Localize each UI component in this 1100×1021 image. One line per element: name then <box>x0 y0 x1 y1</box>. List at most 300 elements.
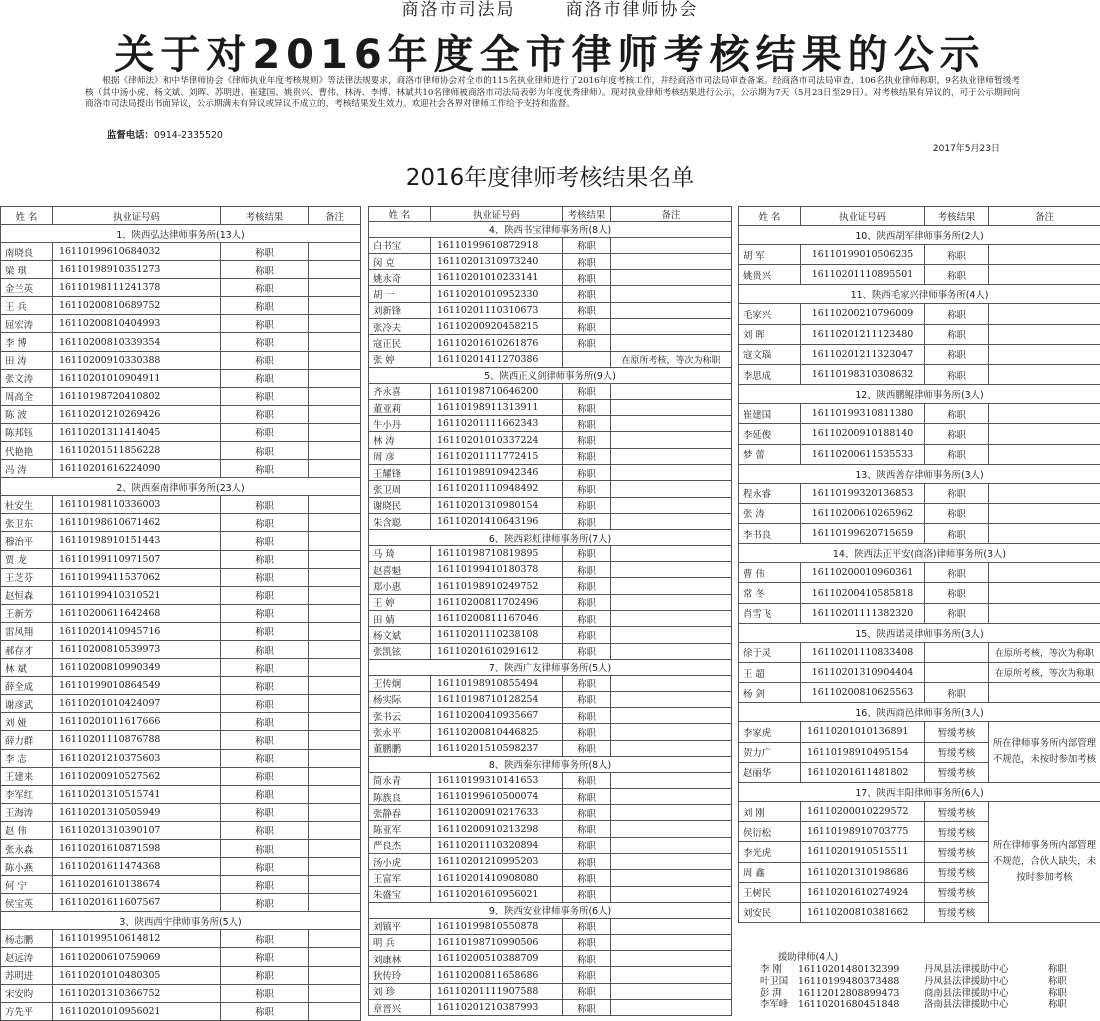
assessment-result: 称职 <box>221 550 309 568</box>
license-number: 16110201511856228 <box>53 442 221 460</box>
aid-result: 称职 <box>1048 988 1067 1000</box>
note-cell <box>309 532 361 550</box>
license-number: 16110201310515741 <box>53 785 221 803</box>
assessment-result: 称职 <box>563 643 611 659</box>
license-number: 16110200920458215 <box>431 319 563 335</box>
col-header-license: 执业证号码 <box>801 207 925 226</box>
lawyer-name: 崔建国 <box>739 404 801 424</box>
assessment-result: 称职 <box>221 405 309 423</box>
assessment-result <box>925 642 989 662</box>
firm-section-header <box>739 782 1100 801</box>
license-number: 16110201611474368 <box>53 858 221 876</box>
lawyer-name: 简永青 <box>369 772 431 788</box>
license-number: 16110200810446825 <box>431 724 563 740</box>
table-row <box>369 416 732 432</box>
note-cell <box>611 416 732 432</box>
note-cell <box>309 749 361 767</box>
assessment-result: 称职 <box>563 399 611 415</box>
license-number: 16110201010480305 <box>53 966 221 984</box>
note-cell <box>309 695 361 713</box>
table-row <box>1 984 361 1002</box>
col-header-name: 姓 名 <box>1 207 53 225</box>
lawyer-name: 薛力群 <box>1 731 53 749</box>
note-cell <box>611 724 732 740</box>
table-row <box>1 568 361 586</box>
note-cell <box>611 253 732 269</box>
note-cell <box>309 713 361 731</box>
lawyer-name: 谢晓民 <box>369 497 431 513</box>
license-number: 16110200810689752 <box>53 297 221 315</box>
note-cell <box>309 894 361 912</box>
table-row <box>1 821 361 839</box>
publisher-header <box>0 0 1100 20</box>
license-number: 16110199320136853 <box>801 483 925 503</box>
note-cell <box>309 369 361 387</box>
assessment-result: 称职 <box>221 894 309 912</box>
firm-name: 6、陕西彩虹律师事务所(7人) <box>369 530 732 546</box>
license-number: 16110201410908080 <box>431 870 563 886</box>
lawyer-name: 方先平 <box>1 1002 53 1020</box>
note-cell <box>989 304 1100 324</box>
note-cell <box>309 405 361 423</box>
license-number: 16110198910495154 <box>801 742 925 762</box>
lawyer-name: 牛小丹 <box>369 416 431 432</box>
lawyer-name: 朱盛宝 <box>369 886 431 902</box>
assessment-result: 称职 <box>221 803 309 821</box>
lawyer-name: 刘 晖 <box>739 324 801 344</box>
firm-name: 16、陕西商邑律师事务所(3人) <box>739 703 1100 722</box>
table-row <box>369 1000 732 1016</box>
note-cell <box>989 603 1100 623</box>
assessment-result: 暂缓考核 <box>925 762 989 782</box>
table-row <box>1 243 361 261</box>
lawyer-name: 王 超 <box>739 663 801 683</box>
lawyer-name: 李书良 <box>739 524 801 544</box>
license-number: 16110199610500074 <box>431 788 563 804</box>
license-number: 16110200410935667 <box>431 708 563 724</box>
org-lawyers-association: 商洛市律师协会 <box>566 0 699 20</box>
note-cell <box>611 562 732 578</box>
legal-aid-row <box>760 988 1100 1000</box>
note-cell <box>309 876 361 894</box>
firm-section-header <box>1 225 361 243</box>
note-cell <box>611 675 732 691</box>
assessment-result: 称职 <box>563 724 611 740</box>
col-header-result: 考核结果 <box>221 207 309 225</box>
lawyer-name: 金兰英 <box>1 279 53 297</box>
intro-paragraph: 根据《律师法》和中华律师协会《律师执业年度考核规则》等法律法规要求，商洛市律师协会对全市的115名执业律师进行了2016年度考核工作，并经商洛市司法局审查备案。经商洛市司法局审查，106名执业律师称职，9名执业律师暂缓考核（其中汤小虎、杨文斌、刘晖、苏明进、崔建国、姚贵兴、曹伟、林涛、李博、林斌共10名律师被商洛市司法局表彰为年度优秀律师）。现对执业律师考核结果进行公示，公示期为7天（5月23日至29日）。对考核结果有异议的，可于公示期间向商洛市司法局提出书面异议，公示期满未有异议或异议不成立的，考核结果发生效力。欢迎社会各界对律师工作给予支持和监督。 <box>85 76 1020 111</box>
assessment-result: 称职 <box>563 854 611 870</box>
lawyer-name: 周高全 <box>1 387 53 405</box>
table-row <box>1 405 361 423</box>
lawyer-name: 李思成 <box>739 364 801 384</box>
license-number: 16110201010424097 <box>53 695 221 713</box>
table-row <box>1 785 361 803</box>
lawyer-name: 张永森 <box>1 840 53 858</box>
license-number: 16110201311414045 <box>53 423 221 441</box>
license-number: 16110201610261876 <box>431 335 563 351</box>
note-cell <box>309 604 361 622</box>
table-row <box>1 894 361 912</box>
note-cell <box>309 984 361 1002</box>
lawyer-name: 狄传玲 <box>369 967 431 983</box>
note-cell <box>989 483 1100 503</box>
table-row <box>1 279 361 297</box>
note-cell <box>611 805 732 821</box>
col-header-license: 执业证号码 <box>431 207 563 222</box>
assessment-result: 称职 <box>925 364 989 384</box>
assessment-result: 称职 <box>221 659 309 677</box>
assessment-result: 称职 <box>925 424 989 444</box>
note-cell <box>611 545 732 561</box>
col-header-note: 备注 <box>309 207 361 225</box>
table-row <box>369 708 732 724</box>
results-column-1 <box>0 206 360 1021</box>
table-row <box>369 253 732 269</box>
lawyer-name: 李 博 <box>1 333 53 351</box>
note-cell <box>309 677 361 695</box>
table-row <box>1 442 361 460</box>
license-number: 16110201610956021 <box>431 886 563 902</box>
note-cell <box>309 297 361 315</box>
lawyer-name: 程永睿 <box>739 483 801 503</box>
table-row <box>1 966 361 984</box>
legal-aid-row <box>760 999 1100 1011</box>
assessment-result: 称职 <box>221 279 309 297</box>
aid-center: 洛南县法律援助中心 <box>924 999 1048 1011</box>
license-number: 16110201210995203 <box>431 854 563 870</box>
assessment-result: 称职 <box>563 270 611 286</box>
assessment-result: 称职 <box>563 983 611 999</box>
table-row <box>369 724 732 740</box>
table-row <box>369 448 732 464</box>
license-number: 16110198910703775 <box>801 822 925 842</box>
lawyer-name: 董亚莉 <box>369 399 431 415</box>
col-header-note: 备注 <box>989 207 1100 226</box>
assessment-result: 称职 <box>563 934 611 950</box>
license-number: 16110201010337224 <box>431 432 563 448</box>
table-row <box>1 586 361 604</box>
lawyer-name: 张静春 <box>369 805 431 821</box>
firm-section-header <box>369 902 732 918</box>
aid-result: 称职 <box>1048 976 1067 988</box>
license-number: 16110198710990506 <box>431 934 563 950</box>
firm-section-header <box>1 478 361 496</box>
firm-name: 8、陕西秦东律师事务所(8人) <box>369 756 732 772</box>
table-row <box>739 683 1100 703</box>
assessment-result: 称职 <box>563 918 611 934</box>
table-row <box>1 604 361 622</box>
table-row <box>739 245 1100 265</box>
lawyer-name: 王富军 <box>369 870 431 886</box>
license-number: 16110199610684032 <box>53 243 221 261</box>
lawyer-name: 徐于灵 <box>739 642 801 662</box>
assessment-result: 称职 <box>563 286 611 302</box>
license-number: 16110199310141653 <box>431 772 563 788</box>
lawyer-name: 代艳艳 <box>1 442 53 460</box>
assessment-result: 暂缓考核 <box>925 722 989 742</box>
assessment-result: 称职 <box>563 788 611 804</box>
lawyer-name: 寇文瑙 <box>739 344 801 364</box>
assessment-result: 称职 <box>925 603 989 623</box>
note-cell <box>611 302 732 318</box>
lawyer-name: 梦 蕾 <box>739 444 801 464</box>
assessment-result: 称职 <box>925 503 989 523</box>
assessment-result: 称职 <box>563 967 611 983</box>
license-number: 16110201010956021 <box>53 1002 221 1020</box>
page-title: 关于对2016年度全市律师考核结果的公示 <box>0 30 1100 80</box>
license-number: 16110198111241378 <box>53 279 221 297</box>
license-number: 16110201211323047 <box>801 344 925 364</box>
assessment-result: 称职 <box>563 708 611 724</box>
note-cell <box>611 578 732 594</box>
license-number: 16110201010136891 <box>801 722 925 742</box>
table-row <box>1 803 361 821</box>
lawyer-name: 周 鑫 <box>739 862 801 882</box>
assessment-result: 称职 <box>221 532 309 550</box>
assessment-result: 暂缓考核 <box>925 742 989 762</box>
table-row <box>739 503 1100 523</box>
note-cell <box>611 432 732 448</box>
table-row <box>1 695 361 713</box>
publish-date: 2017年5月23日 <box>870 141 1000 154</box>
firm-name: 11、陕西毛家兴律师事务所(4人) <box>739 285 1100 304</box>
license-number: 16110201411270386 <box>431 351 563 367</box>
phone-number: 0914-2335520 <box>154 130 223 141</box>
note-cell <box>989 563 1100 583</box>
assessment-result: 称职 <box>221 622 309 640</box>
note-cell <box>309 387 361 405</box>
note-cell <box>611 870 732 886</box>
note-cell <box>309 622 361 640</box>
assessment-result: 称职 <box>925 265 989 285</box>
license-number: 16110201110833408 <box>801 642 925 662</box>
note-cell <box>309 333 361 351</box>
note-cell <box>611 481 732 497</box>
assessment-result: 称职 <box>563 611 611 627</box>
lawyer-name: 赵丽华 <box>739 762 801 782</box>
firm-section-header <box>369 659 732 675</box>
aid-center: 丹凤县法律援助中心 <box>924 976 1048 988</box>
lawyer-name: 张 涛 <box>739 503 801 523</box>
assessment-result: 称职 <box>563 772 611 788</box>
lawyer-name: 侯宝英 <box>1 894 53 912</box>
table-row <box>739 483 1100 503</box>
assessment-result <box>925 663 989 683</box>
note-cell <box>989 245 1100 265</box>
results-table-3 <box>738 206 1100 923</box>
note-cell <box>611 1000 732 1016</box>
lawyer-name: 王芝芬 <box>1 568 53 586</box>
table-row <box>739 642 1100 662</box>
note-cell <box>309 423 361 441</box>
firm-section-header <box>739 385 1100 404</box>
license-number: 16110201611481802 <box>801 762 925 782</box>
results-column-3 <box>738 206 1100 923</box>
lawyer-name: 林 斌 <box>1 659 53 677</box>
license-number: 16110201010904911 <box>53 369 221 387</box>
aid-center: 商南县法律援助中心 <box>924 988 1048 1000</box>
lawyer-name: 谢彦武 <box>1 695 53 713</box>
assessment-result: 称职 <box>221 369 309 387</box>
assessment-result: 称职 <box>563 578 611 594</box>
note-cell <box>989 503 1100 523</box>
note-cell <box>309 496 361 514</box>
suspension-note: 所在律师事务所内部管理不规范，未按时参加考核 <box>989 722 1100 783</box>
table-row <box>1 514 361 532</box>
firm-section-header <box>739 226 1100 245</box>
assessment-result: 暂缓考核 <box>925 822 989 842</box>
assessment-result: 称职 <box>221 767 309 785</box>
table-row <box>369 740 732 756</box>
license-number: 16110199411537062 <box>53 568 221 586</box>
lawyer-name: 田 涛 <box>1 351 53 369</box>
license-number: 16110201310198686 <box>801 862 925 882</box>
lawyer-name: 刘新锋 <box>369 302 431 318</box>
lawyer-name: 张卫东 <box>1 514 53 532</box>
lawyer-name: 常 冬 <box>739 583 801 603</box>
lawyer-name: 张书云 <box>369 708 431 724</box>
license-number: 16110200810381662 <box>801 902 925 922</box>
table-row <box>739 722 1100 742</box>
assessment-result: 称职 <box>221 930 309 948</box>
firm-name: 7、陕西广友律师事务所(5人) <box>369 659 732 675</box>
license-number: 16110198910351273 <box>53 261 221 279</box>
note-cell <box>611 497 732 513</box>
assessment-result: 称职 <box>221 966 309 984</box>
assessment-result: 称职 <box>563 837 611 853</box>
assessment-result: 称职 <box>563 951 611 967</box>
table-row <box>1 550 361 568</box>
table-row <box>369 237 732 253</box>
license-number: 16110201111662343 <box>431 416 563 432</box>
assessment-result: 称职 <box>563 805 611 821</box>
results-table-2 <box>368 206 732 1016</box>
lawyer-name: 冯 涛 <box>1 460 53 478</box>
license-number: 16110200910330388 <box>53 351 221 369</box>
aid-license-number: 16110201680451848 <box>798 999 924 1011</box>
lawyer-name: 王耀锋 <box>369 465 431 481</box>
lawyer-name: 赵远涛 <box>1 948 53 966</box>
note-cell <box>611 627 732 643</box>
assessment-result: 称职 <box>221 948 309 966</box>
aid-lawyer-name: 李军峰 <box>760 999 798 1011</box>
assessment-result: 称职 <box>221 840 309 858</box>
license-number: 16110199010864549 <box>53 677 221 695</box>
table-row <box>1 930 361 948</box>
table-row <box>369 918 732 934</box>
lawyer-name: 王传炯 <box>369 675 431 691</box>
aid-lawyer-name: 彭 湃 <box>760 988 798 1000</box>
org-justice-bureau: 商洛市司法局 <box>402 0 516 20</box>
lawyer-name: 肖雪飞 <box>739 603 801 623</box>
note-cell <box>309 803 361 821</box>
note-cell <box>989 524 1100 544</box>
results-column-2 <box>368 206 731 1016</box>
table-row <box>369 465 732 481</box>
assessment-result: 称职 <box>925 324 989 344</box>
lawyer-name: 李军红 <box>1 785 53 803</box>
assessment-result: 称职 <box>925 583 989 603</box>
aid-result: 称职 <box>1048 999 1067 1011</box>
assessment-result: 称职 <box>925 524 989 544</box>
note-cell <box>989 444 1100 464</box>
assessment-result: 称职 <box>221 876 309 894</box>
lawyer-name: 张凯铉 <box>369 643 431 659</box>
license-number: 16110201110876788 <box>53 731 221 749</box>
lawyer-name: 田 婧 <box>369 611 431 627</box>
table-row <box>369 578 732 594</box>
note-cell <box>989 583 1100 603</box>
lawyer-name: 杜安生 <box>1 496 53 514</box>
table-row <box>369 772 732 788</box>
table-row <box>369 934 732 950</box>
assessment-result: 称职 <box>221 731 309 749</box>
lawyer-name: 李 志 <box>1 749 53 767</box>
firm-name: 2、陕西秦南律师事务所(23人) <box>1 478 361 496</box>
lawyer-name: 明 兵 <box>369 934 431 950</box>
assessment-result: 称职 <box>563 886 611 902</box>
table-row <box>369 821 732 837</box>
table-row <box>1 713 361 731</box>
license-number: 16110201110948492 <box>431 481 563 497</box>
note-cell <box>611 513 732 529</box>
license-number: 16110198720410802 <box>53 387 221 405</box>
lawyer-name: 赵 伟 <box>1 821 53 839</box>
lawyer-name: 王树民 <box>739 882 801 902</box>
license-number: 16110201110895501 <box>801 265 925 285</box>
license-number: 16110198710128254 <box>431 691 563 707</box>
lawyer-name: 杨志鹏 <box>1 930 53 948</box>
license-number: 16110200810339354 <box>53 333 221 351</box>
note-cell <box>611 643 732 659</box>
license-number: 16110201111382320 <box>801 603 925 623</box>
table-row <box>369 627 732 643</box>
assessment-result: 称职 <box>221 387 309 405</box>
note-cell <box>989 364 1100 384</box>
assessment-result: 称职 <box>221 333 309 351</box>
firm-section-header <box>369 530 732 546</box>
note-cell <box>989 265 1100 285</box>
assessment-result: 称职 <box>563 465 611 481</box>
lawyer-name: 南晓良 <box>1 243 53 261</box>
lawyer-name: 刘 娅 <box>1 713 53 731</box>
table-row <box>739 583 1100 603</box>
note-cell <box>989 404 1100 424</box>
lawyer-name: 马 琦 <box>369 545 431 561</box>
lawyer-name: 赵喜魁 <box>369 562 431 578</box>
note-cell <box>309 243 361 261</box>
assessment-result: 称职 <box>221 351 309 369</box>
lawyer-name: 刘康林 <box>369 951 431 967</box>
lawyer-name: 寇正民 <box>369 335 431 351</box>
lawyer-name: 刘 珍 <box>369 983 431 999</box>
assessment-result: 称职 <box>221 496 309 514</box>
assessment-result: 称职 <box>563 253 611 269</box>
license-number: 16110201211123480 <box>801 324 925 344</box>
assessment-result: 称职 <box>563 319 611 335</box>
table-row <box>1 261 361 279</box>
assessment-result: 称职 <box>563 627 611 643</box>
lawyer-name: 李延俊 <box>739 424 801 444</box>
license-number: 16110200610759069 <box>53 948 221 966</box>
assessment-result: 称职 <box>221 1002 309 1020</box>
assessment-result: 称职 <box>563 675 611 691</box>
lawyer-name: 郝存才 <box>1 640 53 658</box>
license-number: 16110201011617666 <box>53 713 221 731</box>
license-number: 16110201610138674 <box>53 876 221 894</box>
table-row <box>739 404 1100 424</box>
